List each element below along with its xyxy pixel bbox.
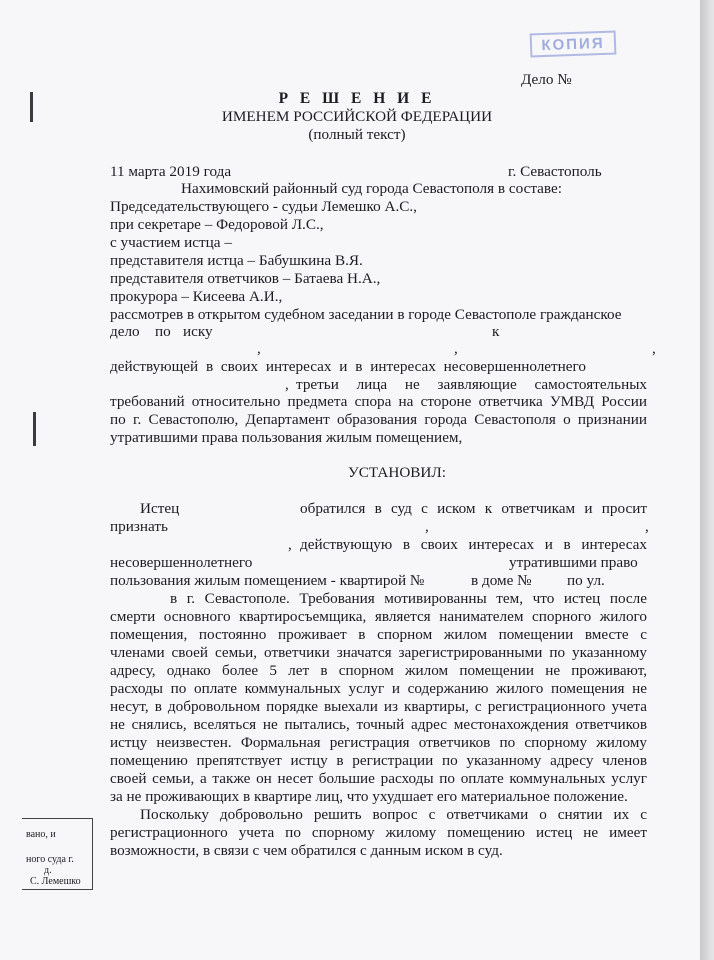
intro-line: с участием истца – <box>110 234 232 251</box>
copy-stamp: КОПИЯ <box>530 31 617 58</box>
text-line: Истец <box>140 500 180 517</box>
text-line: признать <box>110 518 168 535</box>
intro-line: Председательствующего - судьи Лемешко А.С., <box>110 198 417 215</box>
text-line: обратился в суд с иском к ответчикам и просит <box>300 500 647 517</box>
intro-line: Нахимовский районный суд города Севастополя в составе: <box>181 180 562 197</box>
text-line: регистрационного учета по спорному жилому помещению истец не имеет <box>110 824 647 841</box>
blank-comma: , <box>645 518 649 535</box>
text-line: возможности, в связи с чем обратился с данным иском в суд. <box>110 842 503 859</box>
cert-line: д. <box>44 865 52 876</box>
margin-mark <box>33 412 36 446</box>
section-heading: УСТАНОВИЛ: <box>348 464 446 481</box>
case-word: иску <box>183 323 213 340</box>
intro-line: представителя ответчиков – Батаева Н.А., <box>110 270 381 287</box>
text-line: действующей в своих интересах и в интересах несовершеннолетнего <box>110 358 586 375</box>
text-line: истцу неизвестен. Формальная регистрация ответчиков по спорному жилому <box>110 734 647 751</box>
text-line: несут, в добровольном порядке выехали из квартиры, с регистрационного учета <box>110 698 647 715</box>
document-title: Р Е Ш Е Н И Е <box>278 90 436 107</box>
cert-line: С. Лемешко <box>30 876 81 887</box>
intro-line: прокурора – Кисеева А.И., <box>110 288 283 305</box>
text-line: утратившими права пользования жилым помещением, <box>110 429 463 446</box>
decision-date: 11 марта 2019 года <box>110 163 232 180</box>
text-line: помещения, постоянно проживает в спорном жилом помещении вместе с <box>110 626 647 643</box>
document-subtitle-2: (полный текст) <box>308 126 406 143</box>
text-line: за не проживающих в квартире лиц, что ухудшает его материальное положение. <box>110 788 628 805</box>
blank-comma: , <box>454 340 458 357</box>
text-line: своей семьи, а также он несет большие расходы по оплате коммунальных услуг <box>110 770 647 787</box>
blank-comma: , <box>652 340 656 357</box>
case-word: к <box>492 323 500 340</box>
text-line: несовершеннолетнего <box>110 554 253 571</box>
case-word: дело <box>110 323 140 340</box>
decision-city: г. Севастополь <box>508 163 602 180</box>
text-line: помещению препятствует истцу в регистрации по указанному адресу членов <box>110 752 647 769</box>
text-line: пользования жилым помещением - квартирой № <box>110 572 425 589</box>
document-subtitle: ИМЕНЕМ РОССИЙСКОЙ ФЕДЕРАЦИИ <box>221 108 493 125</box>
blank-comma: , <box>257 340 261 357</box>
page-edge <box>700 0 714 960</box>
intro-line: рассмотрев в открытом судебном заседании в городе Севастополе гражданское <box>110 306 622 323</box>
case-word: по <box>155 323 171 340</box>
text-line: расходы по оплате коммунальных услуг и содержанию жилого помещения не <box>110 680 647 697</box>
text-line: по ул. <box>567 572 605 589</box>
text-line: в доме № <box>471 572 532 589</box>
cert-line: вано, и <box>26 829 56 840</box>
text-line: смерти основного квартиросъемщика, является нанимателем спорного жилого <box>110 608 647 625</box>
text-line: членами своей семьи, ответчики значатся зарегистрированными по указанному <box>110 644 647 661</box>
case-number: Дело № <box>521 71 572 88</box>
blank-comma: , <box>288 536 292 553</box>
text-line: адресу, однако более 5 лет в спорном жилом помещении не проживают, <box>110 662 647 679</box>
text-line: требований относительно предмета спора на стороне ответчика УМВД России <box>110 393 647 410</box>
intro-line: при секретаре – Федоровой Л.С., <box>110 216 324 233</box>
text-line: действующую в своих интересах и в интересах <box>300 536 647 553</box>
text-line: по г. Севастополю, Департамент образования города Севастополя о признании <box>110 411 647 428</box>
text-line: в г. Севастополе. Требования мотивированны тем, что истец после <box>170 590 647 607</box>
text-line: третьи лица не заявляющие самостоятельных <box>296 376 647 393</box>
blank-comma: , <box>285 376 289 393</box>
intro-line: представителя истца – Бабушкина В.Я. <box>110 252 363 269</box>
text-line: Поскольку добровольно решить вопрос с ответчиками о снятии их с <box>140 806 647 823</box>
cert-line: ного суда г. <box>26 854 74 865</box>
text-line: утратившими право <box>509 554 638 571</box>
text-line: не снялись, вселяться не пытались, точный адрес местонахождения ответчиков <box>110 716 647 733</box>
certification-box <box>22 818 93 890</box>
blank-comma: , <box>425 518 429 535</box>
